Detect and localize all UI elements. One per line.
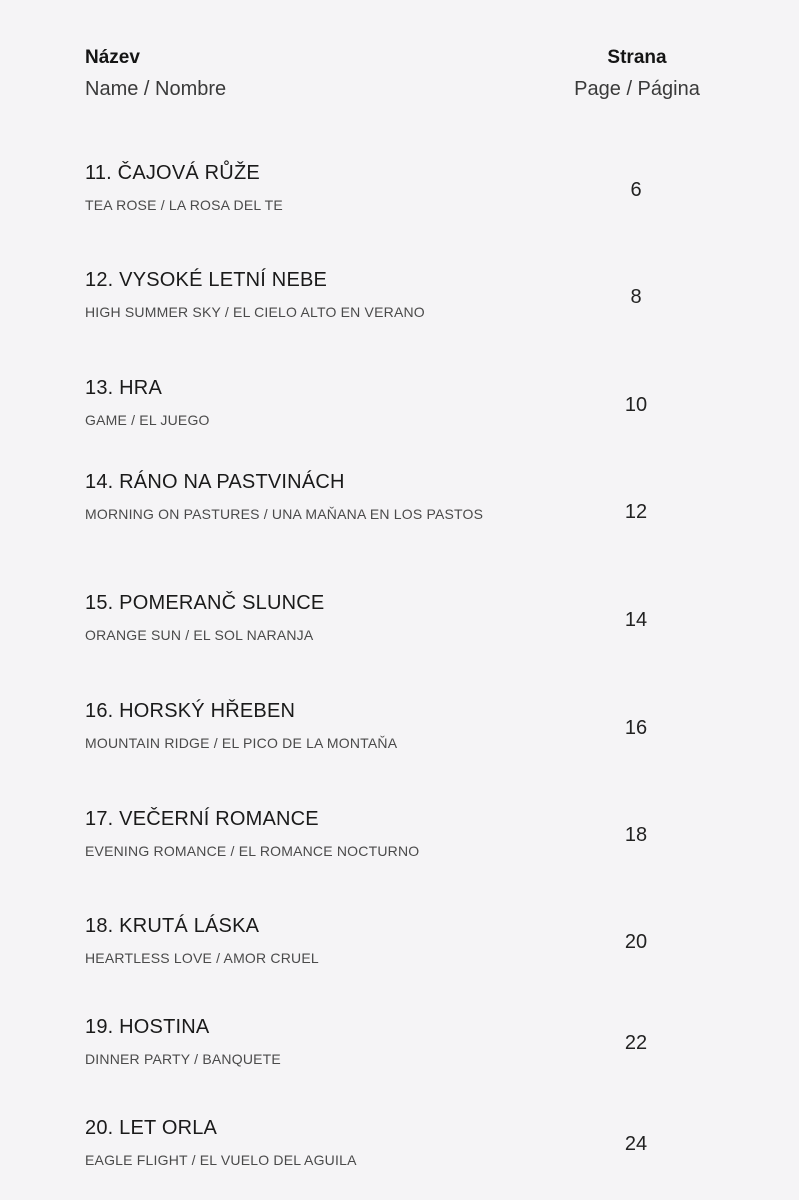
entry-title: 20. LET ORLA bbox=[85, 1117, 218, 1139]
entry-subtitle: HIGH SUMMER SKY / EL CIELO ALTO EN VERANO bbox=[85, 304, 425, 320]
name-column-header bbox=[85, 44, 226, 106]
entry-subtitle: MOUNTAIN RIDGE / EL PICO DE LA MONTAŇA bbox=[85, 735, 398, 751]
entry-subtitle: EAGLE FLIGHT / EL VUELO DEL AGUILA bbox=[85, 1152, 357, 1168]
entry-subtitle: MORNING ON PASTURES / UNA MAŇANA EN LOS PASTOS bbox=[85, 506, 484, 522]
entry-page-number: 24 bbox=[624, 1133, 648, 1155]
page-column-title: Strana bbox=[607, 47, 667, 68]
entry-page-number: 8 bbox=[630, 286, 642, 308]
entry-title: 14. RÁNO NA PASTVINÁCH bbox=[85, 471, 345, 493]
entry-subtitle: TEA ROSE / LA ROSA DEL TE bbox=[85, 197, 283, 213]
entry-page-number: 14 bbox=[624, 609, 648, 631]
entry-subtitle: DINNER PARTY / BANQUETE bbox=[85, 1051, 281, 1067]
entry-page-number: 20 bbox=[624, 931, 648, 953]
page-column-subtitle: Page / Página bbox=[574, 78, 700, 100]
entry-title: 11. ČAJOVÁ RŮŽE bbox=[85, 162, 260, 184]
entry-title: 17. VEČERNÍ ROMANCE bbox=[85, 808, 319, 830]
entry-subtitle: GAME / EL JUEGO bbox=[85, 412, 210, 428]
entry-title: 15. POMERANČ SLUNCE bbox=[85, 592, 325, 614]
entry-subtitle: EVENING ROMANCE / EL ROMANCE NOCTURNO bbox=[85, 843, 420, 859]
page-column-header bbox=[560, 44, 714, 106]
entry-title: 16. HORSKÝ HŘEBEN bbox=[85, 700, 296, 722]
entry-title: 12. VYSOKÉ LETNÍ NEBE bbox=[85, 269, 328, 291]
entry-subtitle: HEARTLESS LOVE / AMOR CRUEL bbox=[85, 950, 319, 966]
entry-page-number: 6 bbox=[630, 179, 642, 201]
name-column-subtitle: Name / Nombre bbox=[85, 78, 227, 100]
entry-title: 18. KRUTÁ LÁSKA bbox=[85, 915, 260, 937]
entry-title: 19. HOSTINA bbox=[85, 1016, 210, 1038]
entry-page-number: 16 bbox=[624, 717, 648, 739]
entry-title: 13. HRA bbox=[85, 377, 162, 399]
entry-page-number: 10 bbox=[624, 394, 648, 416]
entry-page-number: 22 bbox=[624, 1032, 648, 1054]
entry-page-number: 18 bbox=[624, 824, 648, 846]
name-column-title: Název bbox=[85, 47, 140, 68]
entry-subtitle: ORANGE SUN / EL SOL NARANJA bbox=[85, 627, 314, 643]
toc-header bbox=[0, 44, 799, 114]
entry-page-number: 12 bbox=[624, 501, 648, 523]
